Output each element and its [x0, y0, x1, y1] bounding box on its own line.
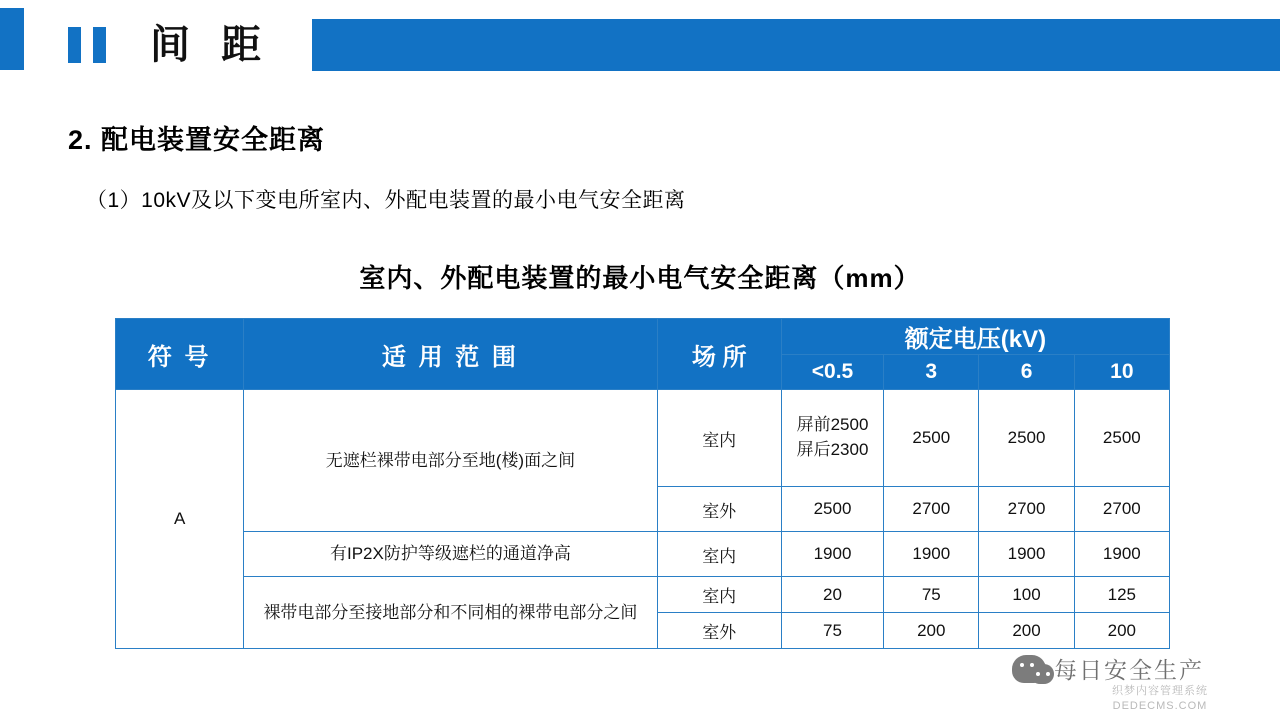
cell-value-5-0: 75 [781, 613, 883, 649]
header-place: 场 所 [657, 319, 781, 390]
cell-place-5: 室外 [657, 613, 781, 649]
page-title: 间 距 [150, 23, 272, 67]
cell-value-4-0: 20 [781, 577, 883, 613]
section-subheading: （1）10kV及以下变电所室内、外配电装置的最小电气安全距离 [86, 189, 686, 212]
cell-value-5-3: 200 [1074, 613, 1169, 649]
header-voltage-group: 额定电压(kV) [781, 319, 1169, 355]
cell-scope-4: 裸带电部分至接地部分和不同相的裸带电部分之间 [244, 577, 657, 649]
watermark-line-2: DEDECMS.COM [1112, 699, 1208, 712]
distance-table [115, 318, 1170, 649]
header-accent-tick-1 [68, 27, 81, 63]
cell-value-5-1: 200 [884, 613, 979, 649]
cell-place-1: 室内 [657, 390, 781, 487]
header-voltage-6: 6 [979, 355, 1074, 390]
cell-value-4-3: 125 [1074, 577, 1169, 613]
cell-value-1-0 [781, 390, 883, 487]
table-header-row-1 [116, 319, 1170, 355]
cell-value-1-0-line2: 屏后2300 [796, 440, 869, 459]
cell-place-3: 室内 [657, 532, 781, 577]
cell-value-2-0: 2500 [781, 487, 883, 532]
cell-value-5-2: 200 [979, 613, 1074, 649]
header-accent-tick-2 [93, 27, 106, 63]
header-voltage-lt05: <0.5 [781, 355, 883, 390]
cell-value-1-2: 2500 [979, 390, 1074, 487]
wechat-account-name: 每日安全生产 [1054, 657, 1204, 683]
cell-value-4-2: 100 [979, 577, 1074, 613]
table-row [116, 532, 1170, 577]
cell-value-1-1: 2500 [884, 390, 979, 487]
table-caption: 室内、外配电装置的最小电气安全距离（mm） [359, 263, 921, 293]
table-row [116, 390, 1170, 487]
header-voltage-3: 3 [884, 355, 979, 390]
header-accent-bar-left [0, 8, 24, 70]
site-watermark [1112, 684, 1208, 714]
cell-value-2-1: 2700 [884, 487, 979, 532]
cell-place-4: 室内 [657, 577, 781, 613]
section-heading: 2. 配电装置安全距离 [68, 125, 326, 155]
header-scope: 适 用 范 围 [244, 319, 657, 390]
header-accent-bar-right [312, 19, 1280, 71]
cell-value-3-1: 1900 [884, 532, 979, 577]
cell-value-1-3: 2500 [1074, 390, 1169, 487]
watermark-line-1: 织梦内容管理系统 [1112, 685, 1208, 697]
cell-value-3-2: 1900 [979, 532, 1074, 577]
slide-header [0, 8, 1280, 70]
wechat-icon [1012, 655, 1046, 683]
cell-value-2-3: 2700 [1074, 487, 1169, 532]
cell-place-2: 室外 [657, 487, 781, 532]
header-symbol: 符 号 [116, 319, 244, 390]
cell-scope-3: 有IP2X防护等级遮栏的通道净高 [244, 532, 657, 577]
wechat-badge [1012, 652, 1204, 685]
cell-value-3-0: 1900 [781, 532, 883, 577]
cell-scope-1: 无遮栏裸带电部分至地(楼)面之间 [244, 390, 657, 532]
distance-table-wrapper [115, 318, 1170, 649]
cell-symbol-a: A [116, 390, 244, 649]
cell-value-3-3: 1900 [1074, 532, 1169, 577]
cell-value-4-1: 75 [884, 577, 979, 613]
cell-value-2-2: 2700 [979, 487, 1074, 532]
header-voltage-10: 10 [1074, 355, 1169, 390]
cell-value-1-0-line1: 屏前2500 [796, 415, 869, 435]
table-row [116, 577, 1170, 613]
